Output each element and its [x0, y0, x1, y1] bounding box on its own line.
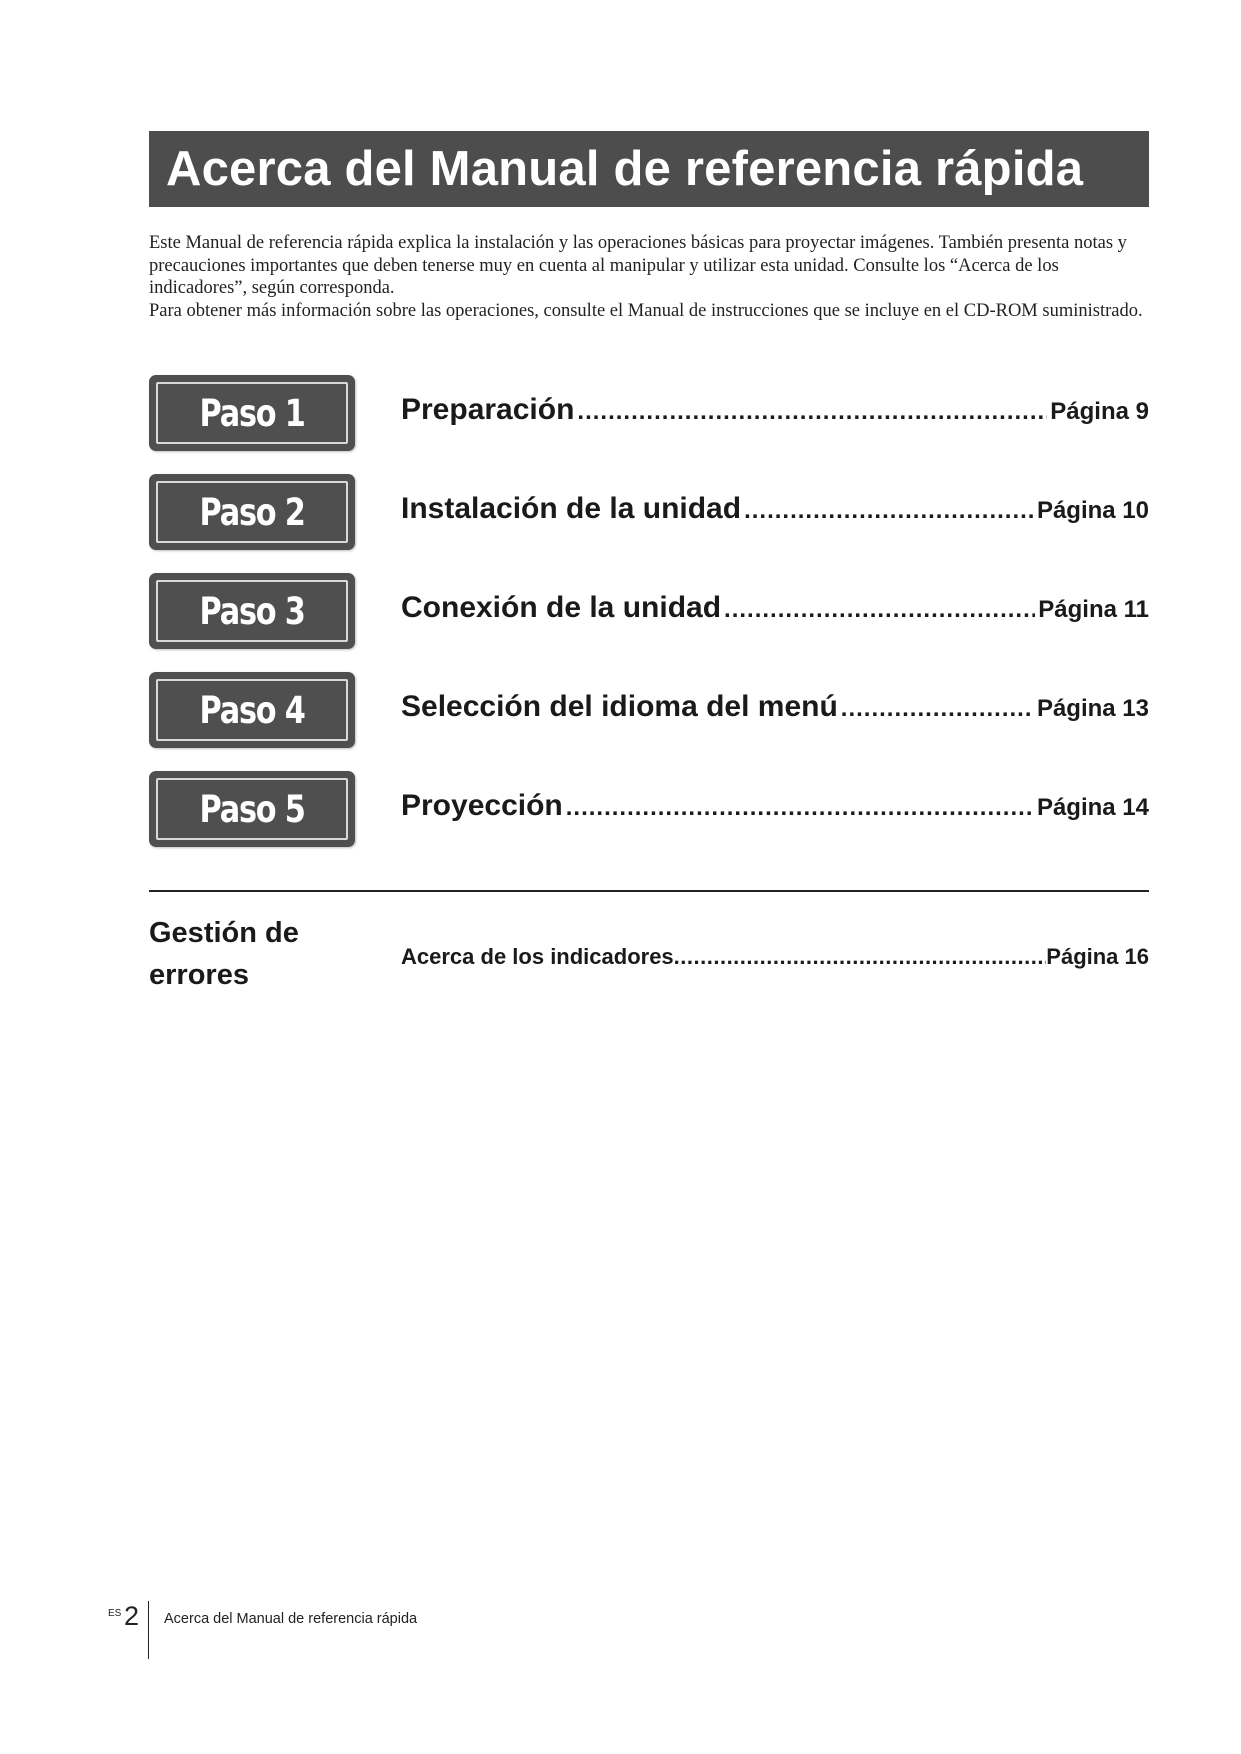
page-title: Acerca del Manual de referencia rápida [166, 142, 1084, 196]
toc-page-ref: Página 9 [1050, 398, 1149, 425]
step-row-2[interactable] [149, 474, 1149, 550]
toc-page-ref: Página 11 [1038, 596, 1149, 623]
toc-leader-dots [577, 398, 1047, 426]
toc-title: Instalación de la unidad [401, 492, 742, 525]
step-badge-3 [149, 573, 355, 649]
toc-title: Conexión de la unidad [401, 591, 722, 624]
toc-leader-dots [566, 794, 1034, 822]
intro-paragraph-2: Para obtener más información sobre las operaciones, consulte el Manual de instrucciones que se incluye en el CD-ROM suministrado. [149, 300, 1143, 321]
toc-entry-5[interactable] [401, 789, 1149, 829]
toc-entry-indicators[interactable] [401, 944, 1149, 970]
footer-text: Acerca del Manual de referencia rápida [164, 1611, 418, 1627]
footer-language-code: ES [108, 1608, 122, 1619]
toc-page-ref: Página 14 [1036, 794, 1149, 821]
toc-leader-dots [724, 596, 1035, 624]
step-badge-5 [149, 771, 355, 847]
footer-rule [148, 1601, 149, 1659]
step-badge-label: Paso 2 [199, 490, 305, 534]
toc-leader-dots [674, 944, 1047, 970]
step-badge-2 [149, 474, 355, 550]
intro-text [149, 232, 1149, 322]
toc-page-ref: Página 10 [1036, 497, 1149, 524]
step-badge-4 [149, 672, 355, 748]
toc-leader-dots [841, 695, 1034, 723]
toc-title: Acerca de los indicadores [401, 944, 674, 969]
step-row-4[interactable] [149, 672, 1149, 748]
toc-entry-3[interactable] [401, 591, 1149, 631]
toc-page-ref: Página 16 [1046, 944, 1149, 969]
errors-heading [149, 912, 369, 996]
errors-heading-line-1: Gestión de [149, 917, 299, 949]
step-badge-label: Paso 4 [199, 688, 305, 732]
title-bar [149, 131, 1149, 207]
toc-entry-1[interactable] [401, 393, 1149, 433]
errors-heading-line-2: errores [149, 959, 249, 991]
step-row-1[interactable] [149, 375, 1149, 451]
intro-paragraph-1: Este Manual de referencia rápida explica la instalación y las operaciones básicas para proyectar imágenes. También presenta notas y precauciones importantes que deben tenerse muy en cuenta al manipular y utilizar esta unidad. Consulte los “Acerca de los indicadores”, según corresponda. [149, 233, 1127, 298]
toc-title: Selección del idioma del menú [401, 690, 838, 723]
step-badge-label: Paso 5 [199, 787, 305, 831]
toc-entry-2[interactable] [401, 492, 1149, 532]
step-badge-label: Paso 3 [199, 589, 305, 633]
section-divider [149, 890, 1149, 892]
toc-title: Proyección [401, 789, 563, 822]
step-badge-label: Paso 1 [199, 391, 305, 435]
step-row-5[interactable] [149, 771, 1149, 847]
step-row-3[interactable] [149, 573, 1149, 649]
toc-page-ref: Página 13 [1036, 695, 1149, 722]
step-badge-1 [149, 375, 355, 451]
toc-leader-dots [744, 497, 1034, 525]
footer-page-number: 2 [124, 1601, 140, 1631]
toc-title: Preparación [401, 393, 575, 426]
toc-entry-4[interactable] [401, 690, 1149, 730]
